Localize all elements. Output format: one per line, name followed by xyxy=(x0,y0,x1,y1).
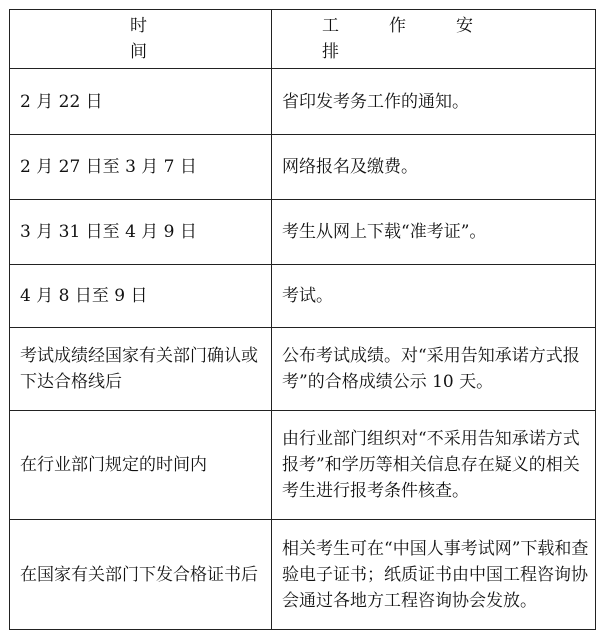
table-row xyxy=(10,411,596,520)
table-row xyxy=(10,328,596,411)
time-cell: 2 月 27 日至 3 月 7 日 xyxy=(10,135,272,200)
time-cell: 在国家有关部门下发合格证书后 xyxy=(10,520,272,630)
table-row xyxy=(10,69,596,135)
schedule-table xyxy=(9,9,596,630)
time-cell: 4 月 8 日至 9 日 xyxy=(10,265,272,328)
work-cell: 由行业部门组织对“不采用告知承诺方式报考”和学历等相关信息存在疑义的相关考生进行报考条件核查。 xyxy=(272,411,596,520)
work-cell: 考试。 xyxy=(272,265,596,328)
time-cell: 考试成绩经国家有关部门确认或下达合格线后 xyxy=(10,328,272,411)
work-cell: 网络报名及缴费。 xyxy=(272,135,596,200)
header-time: 时间 xyxy=(10,10,272,69)
table-row xyxy=(10,135,596,200)
time-cell: 3 月 31 日至 4 月 9 日 xyxy=(10,200,272,265)
table-row xyxy=(10,520,596,630)
work-cell: 考生从网上下载“准考证”。 xyxy=(272,200,596,265)
table-row xyxy=(10,265,596,328)
table-row xyxy=(10,200,596,265)
work-cell: 公布考试成绩。对“采用告知承诺方式报考”的合格成绩公示 10 天。 xyxy=(272,328,596,411)
time-cell: 2 月 22 日 xyxy=(10,69,272,135)
time-cell: 在行业部门规定的时间内 xyxy=(10,411,272,520)
work-cell: 省印发考务工作的通知。 xyxy=(272,69,596,135)
header-work: 工作安排 xyxy=(272,10,596,69)
header-row xyxy=(10,10,596,69)
work-cell: 相关考生可在“中国人事考试网”下载和查验电子证书；纸质证书由中国工程咨询协会通过各地方工程咨询协会发放。 xyxy=(272,520,596,630)
